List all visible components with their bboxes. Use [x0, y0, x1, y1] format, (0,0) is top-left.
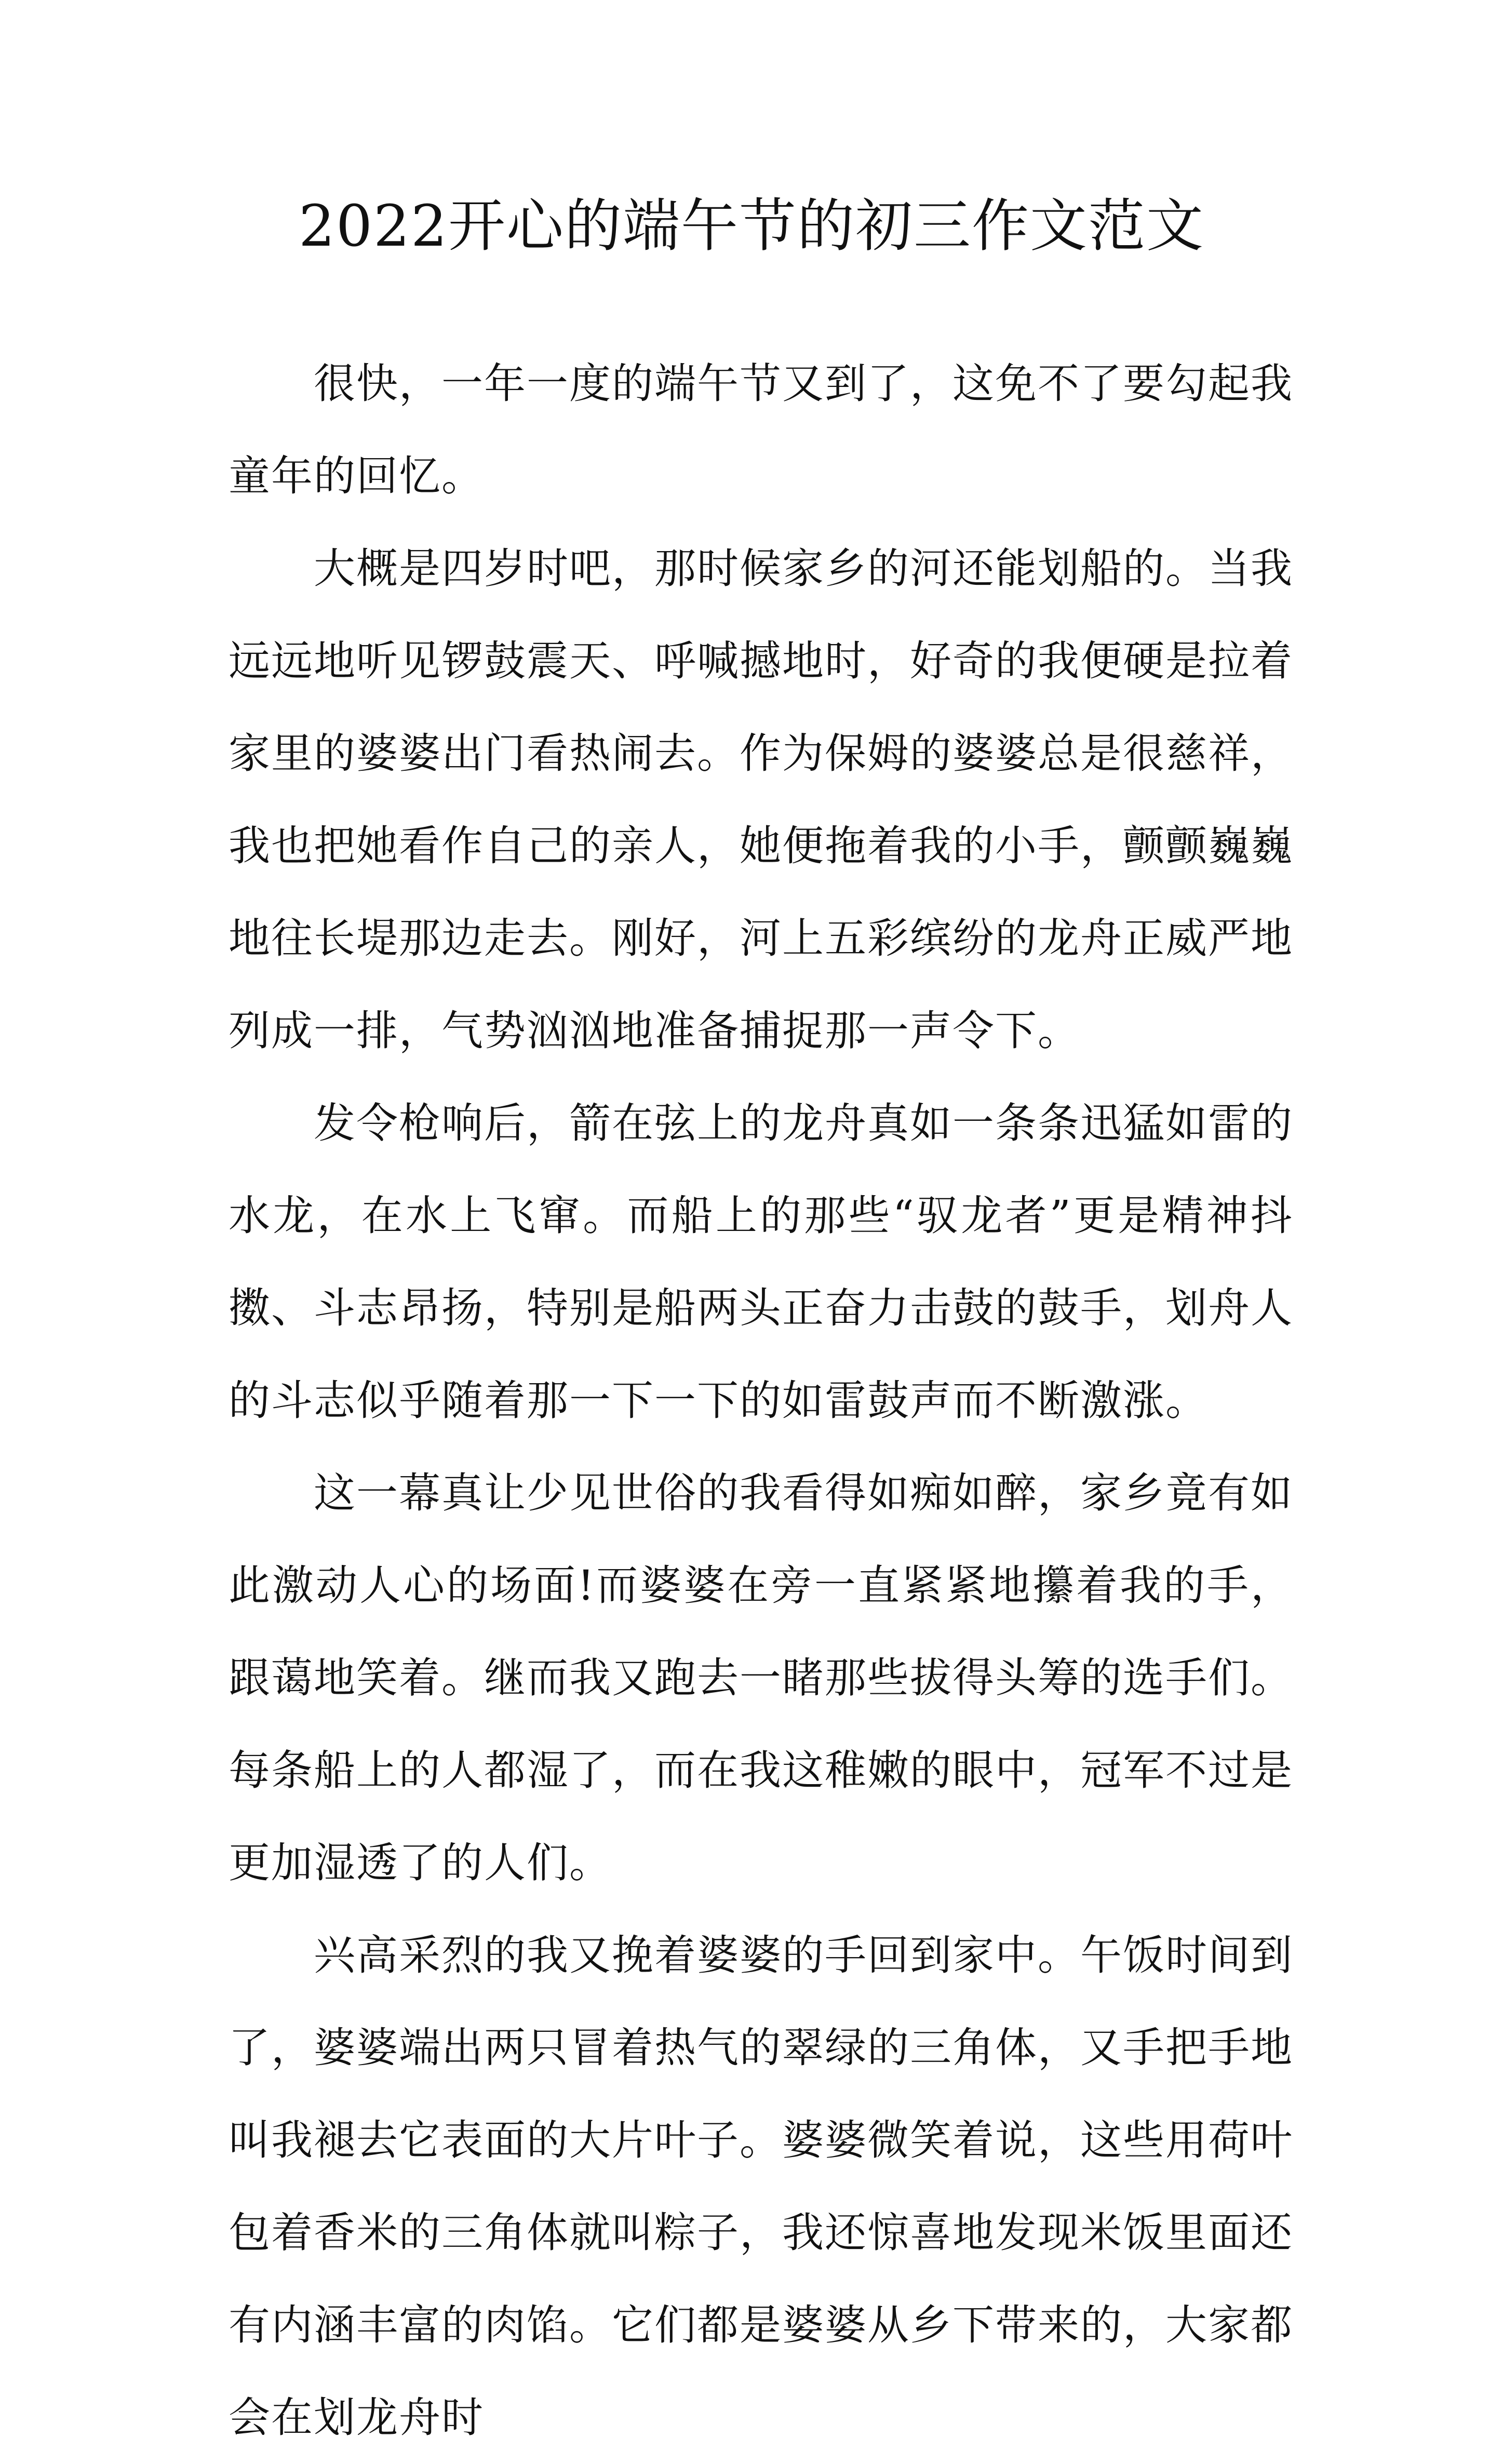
paragraph-5: 兴高采烈的我又挽着婆婆的手回到家中。午饭时间到了，婆婆端出两只冒着热气的翠绿的三角体，又手把手地叫我褪去它表面的大片叶子。婆婆微笑着说，这些用荷叶包着香米的三角体就叫粽子，我还惊喜地发现米饭里面还有内涵丰富的肉馅。它们都是婆婆从乡下带来的，大家都会在划龙舟时 — [229, 1931, 1293, 2442]
paragraph-1: 很快，一年一度的端午节又到了，这免不了要勾起我童年的回忆。 — [229, 359, 1293, 500]
paragraph-4: 这一幕真让少见世俗的我看得如痴如醉，家乡竟有如此激动人心的场面!而婆婆在旁一直紧紧地攥着我的手，跟蔼地笑着。继而我又跑去一睹那些拔得头筹的选手们。每条船上的人都湿了，而在我这稚嫩的眼中，冠军不过是更加湿透了的人们。 — [229, 1469, 1293, 1887]
paragraph-3: 发令枪响后，箭在弦上的龙舟真如一条条迅猛如雷的水龙，在水上飞窜。而船上的那些“驭龙者”更是精神抖擞、斗志昂扬，特别是船两头正奋力击鼓的鼓手，划舟人的斗志似乎随着那一下一下的如雷鼓声而不断激涨。 — [229, 1099, 1293, 1425]
paragraph-2: 大概是四岁时吧，那时候家乡的河还能划船的。当我远远地听见锣鼓震天、呼喊撼地时，好奇的我便硬是拉着家里的婆婆出门看热闹去。作为保姆的婆婆总是很慈祥，我也把她看作自己的亲人，她便拖着我的小手，颤颤巍巍地往长堤那边走去。刚好，河上五彩缤纷的龙舟正威严地列成一排，气势汹汹地准备捕捉那一声令下。 — [229, 544, 1293, 1055]
document-title: 2022开心的端午节的初三作文范文 — [299, 193, 1204, 259]
document-body — [229, 338, 1293, 2464]
